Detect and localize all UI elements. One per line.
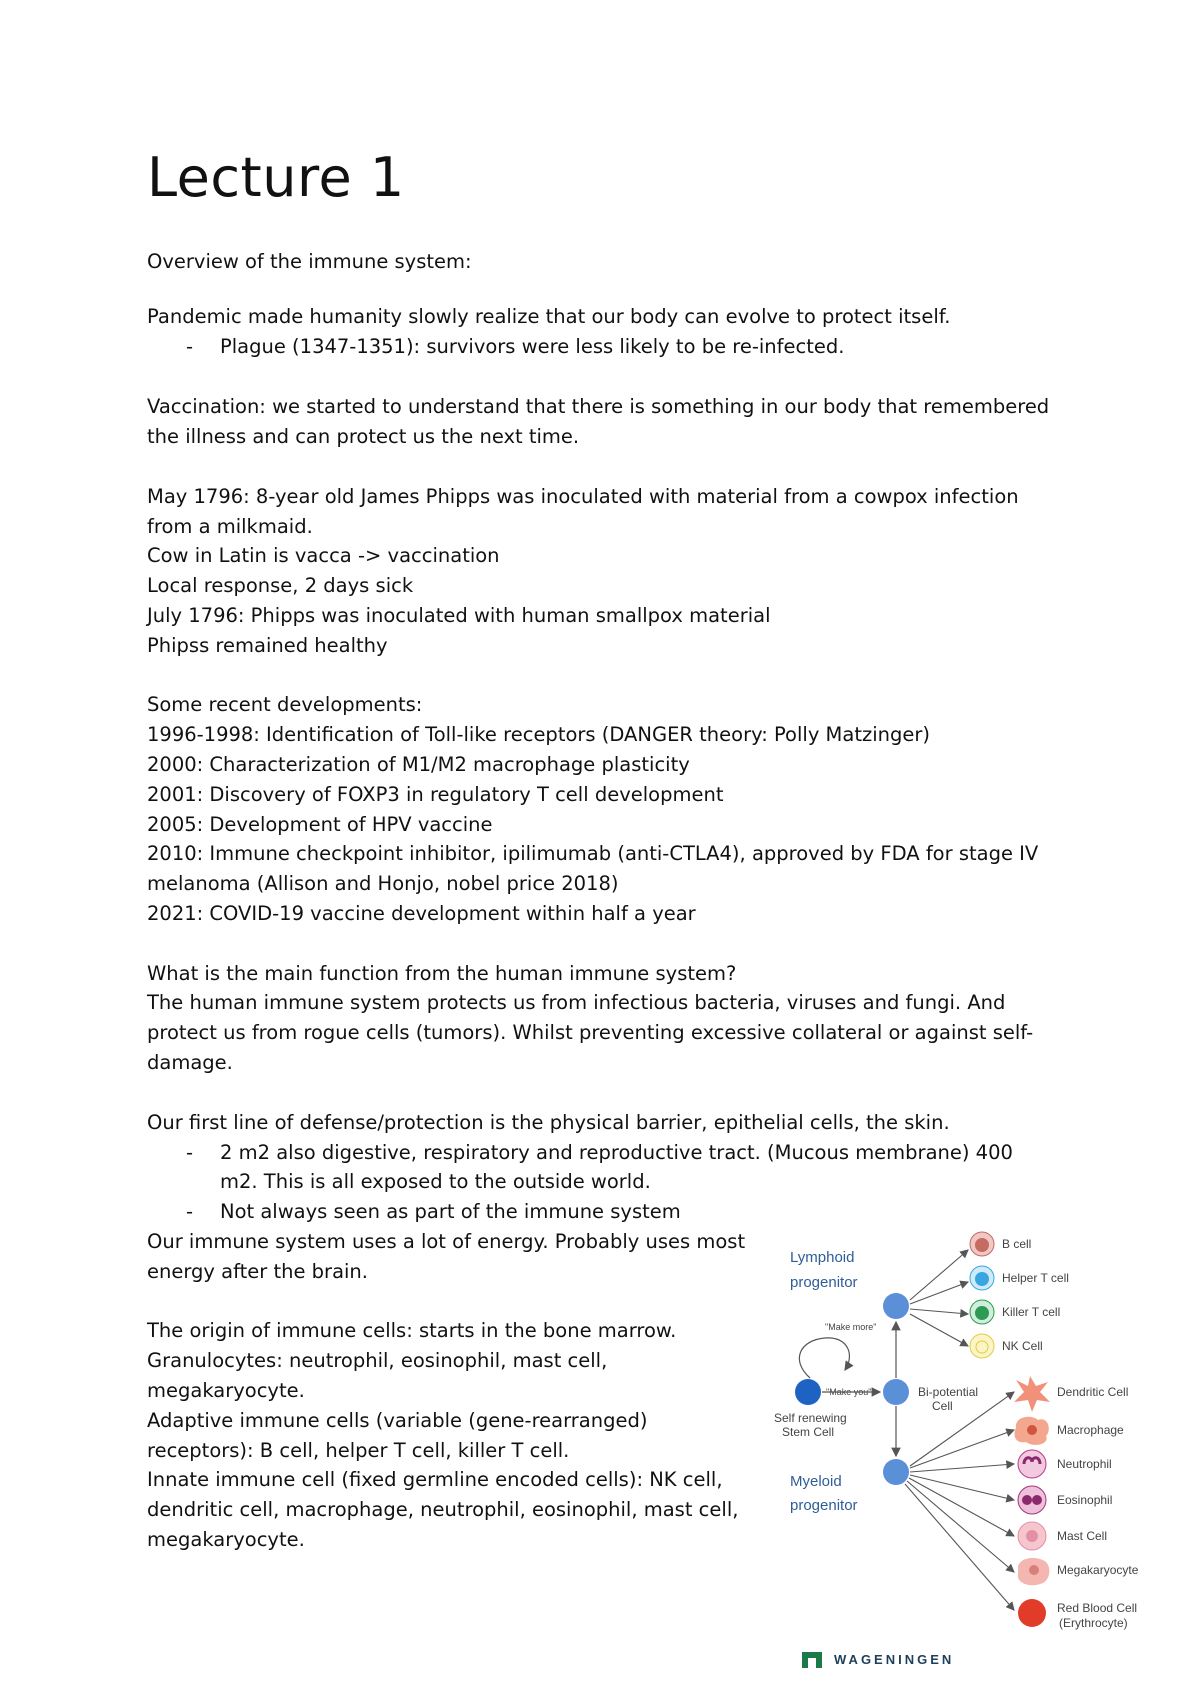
arrow-nk bbox=[910, 1314, 968, 1346]
text-line: Local response, 2 days sick bbox=[147, 574, 414, 597]
neutrophil-icon bbox=[1018, 1450, 1046, 1478]
bipotential-label-2: Cell bbox=[932, 1399, 953, 1413]
text-line: 1996-1998: Identification of Toll-like receptors (DANGER theory: Polly Matzinger) bbox=[147, 723, 930, 746]
text-line: 2021: COVID-19 vaccine development within half a year bbox=[147, 902, 696, 925]
text-line: megakaryocyte. bbox=[147, 1379, 305, 1402]
macrophage-icon bbox=[1014, 1417, 1048, 1445]
helper-t-cell-label: Helper T cell bbox=[1002, 1271, 1069, 1285]
arrow-macrophage bbox=[910, 1430, 1014, 1468]
bullet-marker: - bbox=[186, 1200, 194, 1223]
text-line: What is the main function from the human immune system? bbox=[147, 962, 737, 985]
text-line: melanoma (Allison and Honjo, nobel price 2018) bbox=[147, 872, 619, 895]
bipotential-label-1: Bi-potential bbox=[918, 1385, 979, 1399]
red-blood-cell-icon bbox=[1018, 1599, 1046, 1627]
bullet-item: 2 m2 also digestive, respiratory and reproductive tract. (Mucous membrane) 400 bbox=[220, 1141, 1013, 1164]
text-line: Our immune system uses a lot of energy. Probably uses most bbox=[147, 1230, 746, 1253]
stem-label-2: Stem Cell bbox=[782, 1425, 835, 1439]
text-line: 2005: Development of HPV vaccine bbox=[147, 813, 493, 836]
myeloid-label-1: Myeloid bbox=[790, 1473, 842, 1490]
nk-cell-icon bbox=[970, 1334, 994, 1358]
text-line: The origin of immune cells: starts in the bone marrow. bbox=[147, 1319, 677, 1342]
macrophage-label: Macrophage bbox=[1057, 1423, 1124, 1437]
text-line: Phipss remained healthy bbox=[147, 634, 388, 657]
bullet-marker: - bbox=[186, 1141, 194, 1164]
text-line: Pandemic made humanity slowly realize that our body can evolve to protect itself. bbox=[147, 305, 951, 328]
text-line: Our first line of defense/protection is the physical barrier, epithelial cells, the skin. bbox=[147, 1111, 950, 1134]
megakaryocyte-icon bbox=[1018, 1558, 1050, 1585]
text-line: The human immune system protects us from infectious bacteria, viruses and fungi. And bbox=[147, 991, 1006, 1014]
lymphoid-label-2: progenitor bbox=[790, 1274, 858, 1291]
bullet-item: Not always seen as part of the immune system bbox=[220, 1200, 681, 1223]
stem-loop-label: "Make more" bbox=[825, 1322, 877, 1332]
wageningen-logo bbox=[802, 1652, 954, 1668]
eosinophil-label: Eosinophil bbox=[1057, 1493, 1113, 1507]
b-cell-icon bbox=[970, 1232, 994, 1256]
rbc-label: Red Blood Cell bbox=[1057, 1601, 1138, 1615]
dendritic-cell-icon bbox=[1014, 1376, 1050, 1412]
arrow-dendritic bbox=[910, 1392, 1014, 1466]
myeloid-label-2: progenitor bbox=[790, 1497, 858, 1514]
text-line: protect us from rogue cells (tumors). Whilst preventing excessive collateral or against self- bbox=[147, 1021, 1034, 1044]
text-line: July 1796: Phipps was inoculated with human smallpox material bbox=[147, 604, 771, 627]
mast-cell-icon bbox=[1018, 1522, 1046, 1550]
nk-cell-label: NK Cell bbox=[1002, 1339, 1043, 1353]
stem-loop-label-2: "Make you" bbox=[826, 1387, 872, 1397]
dendritic-cell-label: Dendritic Cell bbox=[1057, 1385, 1129, 1399]
logo-text: WAGENINGEN bbox=[834, 1652, 955, 1667]
text-line: energy after the brain. bbox=[147, 1260, 368, 1283]
neutrophil-label: Neutrophil bbox=[1057, 1457, 1112, 1471]
text-line: Granulocytes: neutrophil, eosinophil, mast cell, bbox=[147, 1349, 608, 1372]
self-renew-loop bbox=[799, 1338, 849, 1378]
text-line: receptors): B cell, helper T cell, killer T cell. bbox=[147, 1439, 570, 1462]
bullet-item-continued: m2. This is all exposed to the outside world. bbox=[220, 1170, 651, 1193]
stem-cell-icon bbox=[795, 1379, 821, 1405]
text-line: Innate immune cell (fixed germline encoded cells): NK cell, bbox=[147, 1468, 723, 1491]
killer-t-cell-label: Killer T cell bbox=[1002, 1305, 1061, 1319]
arrow-killer bbox=[910, 1309, 968, 1314]
eosinophil-icon bbox=[1018, 1486, 1046, 1514]
hematopoiesis-diagram bbox=[770, 1210, 1170, 1670]
text-line: megakaryocyte. bbox=[147, 1528, 305, 1551]
page-title: Lecture 1 bbox=[147, 146, 405, 209]
killer-t-cell-icon bbox=[970, 1300, 994, 1324]
bullet-marker: - bbox=[186, 335, 194, 358]
arrow-neutrophil bbox=[910, 1464, 1014, 1472]
erythrocyte-label: (Erythrocyte) bbox=[1059, 1616, 1128, 1630]
text-line: Overview of the immune system: bbox=[147, 250, 472, 273]
text-line: dendritic cell, macrophage, neutrophil, eosinophil, mast cell, bbox=[147, 1498, 739, 1521]
helper-t-cell-icon bbox=[970, 1266, 994, 1290]
lymphoid-label-1: Lymphoid bbox=[790, 1249, 855, 1266]
arrow-rbc bbox=[905, 1484, 1014, 1610]
text-line: Adaptive immune cells (variable (gene-rearranged) bbox=[147, 1409, 648, 1432]
text-line: 2001: Discovery of FOXP3 in regulatory T cell development bbox=[147, 783, 724, 806]
bullet-item: Plague (1347-1351): survivors were less likely to be re-infected. bbox=[220, 335, 845, 358]
arrow-megakaryocyte bbox=[907, 1481, 1014, 1572]
text-line: May 1796: 8-year old James Phipps was inoculated with material from a cowpox infection bbox=[147, 485, 1019, 508]
b-cell-label: B cell bbox=[1002, 1237, 1032, 1251]
bipotential-cell-icon bbox=[883, 1379, 909, 1405]
text-line: 2010: Immune checkpoint inhibitor, ipilimumab (anti-CTLA4), approved by FDA for stage IV bbox=[147, 842, 1039, 865]
mast-cell-label: Mast Cell bbox=[1057, 1529, 1108, 1543]
text-line: from a milkmaid. bbox=[147, 515, 313, 538]
text-line: 2000: Characterization of M1/M2 macrophage plasticity bbox=[147, 753, 690, 776]
text-line: Vaccination: we started to understand that there is something in our body that remembered bbox=[147, 395, 1050, 418]
text-line: Some recent developments: bbox=[147, 693, 423, 716]
stem-label-1: Self renewing bbox=[774, 1411, 847, 1425]
megakaryocyte-label: Megakaryocyte bbox=[1057, 1563, 1139, 1577]
text-line: Cow in Latin is vacca -> vaccination bbox=[147, 544, 500, 567]
lymphoid-progenitor-icon bbox=[883, 1293, 909, 1319]
myeloid-progenitor-icon bbox=[883, 1459, 909, 1485]
text-line: the illness and can protect us the next time. bbox=[147, 425, 580, 448]
text-line: damage. bbox=[147, 1051, 233, 1074]
